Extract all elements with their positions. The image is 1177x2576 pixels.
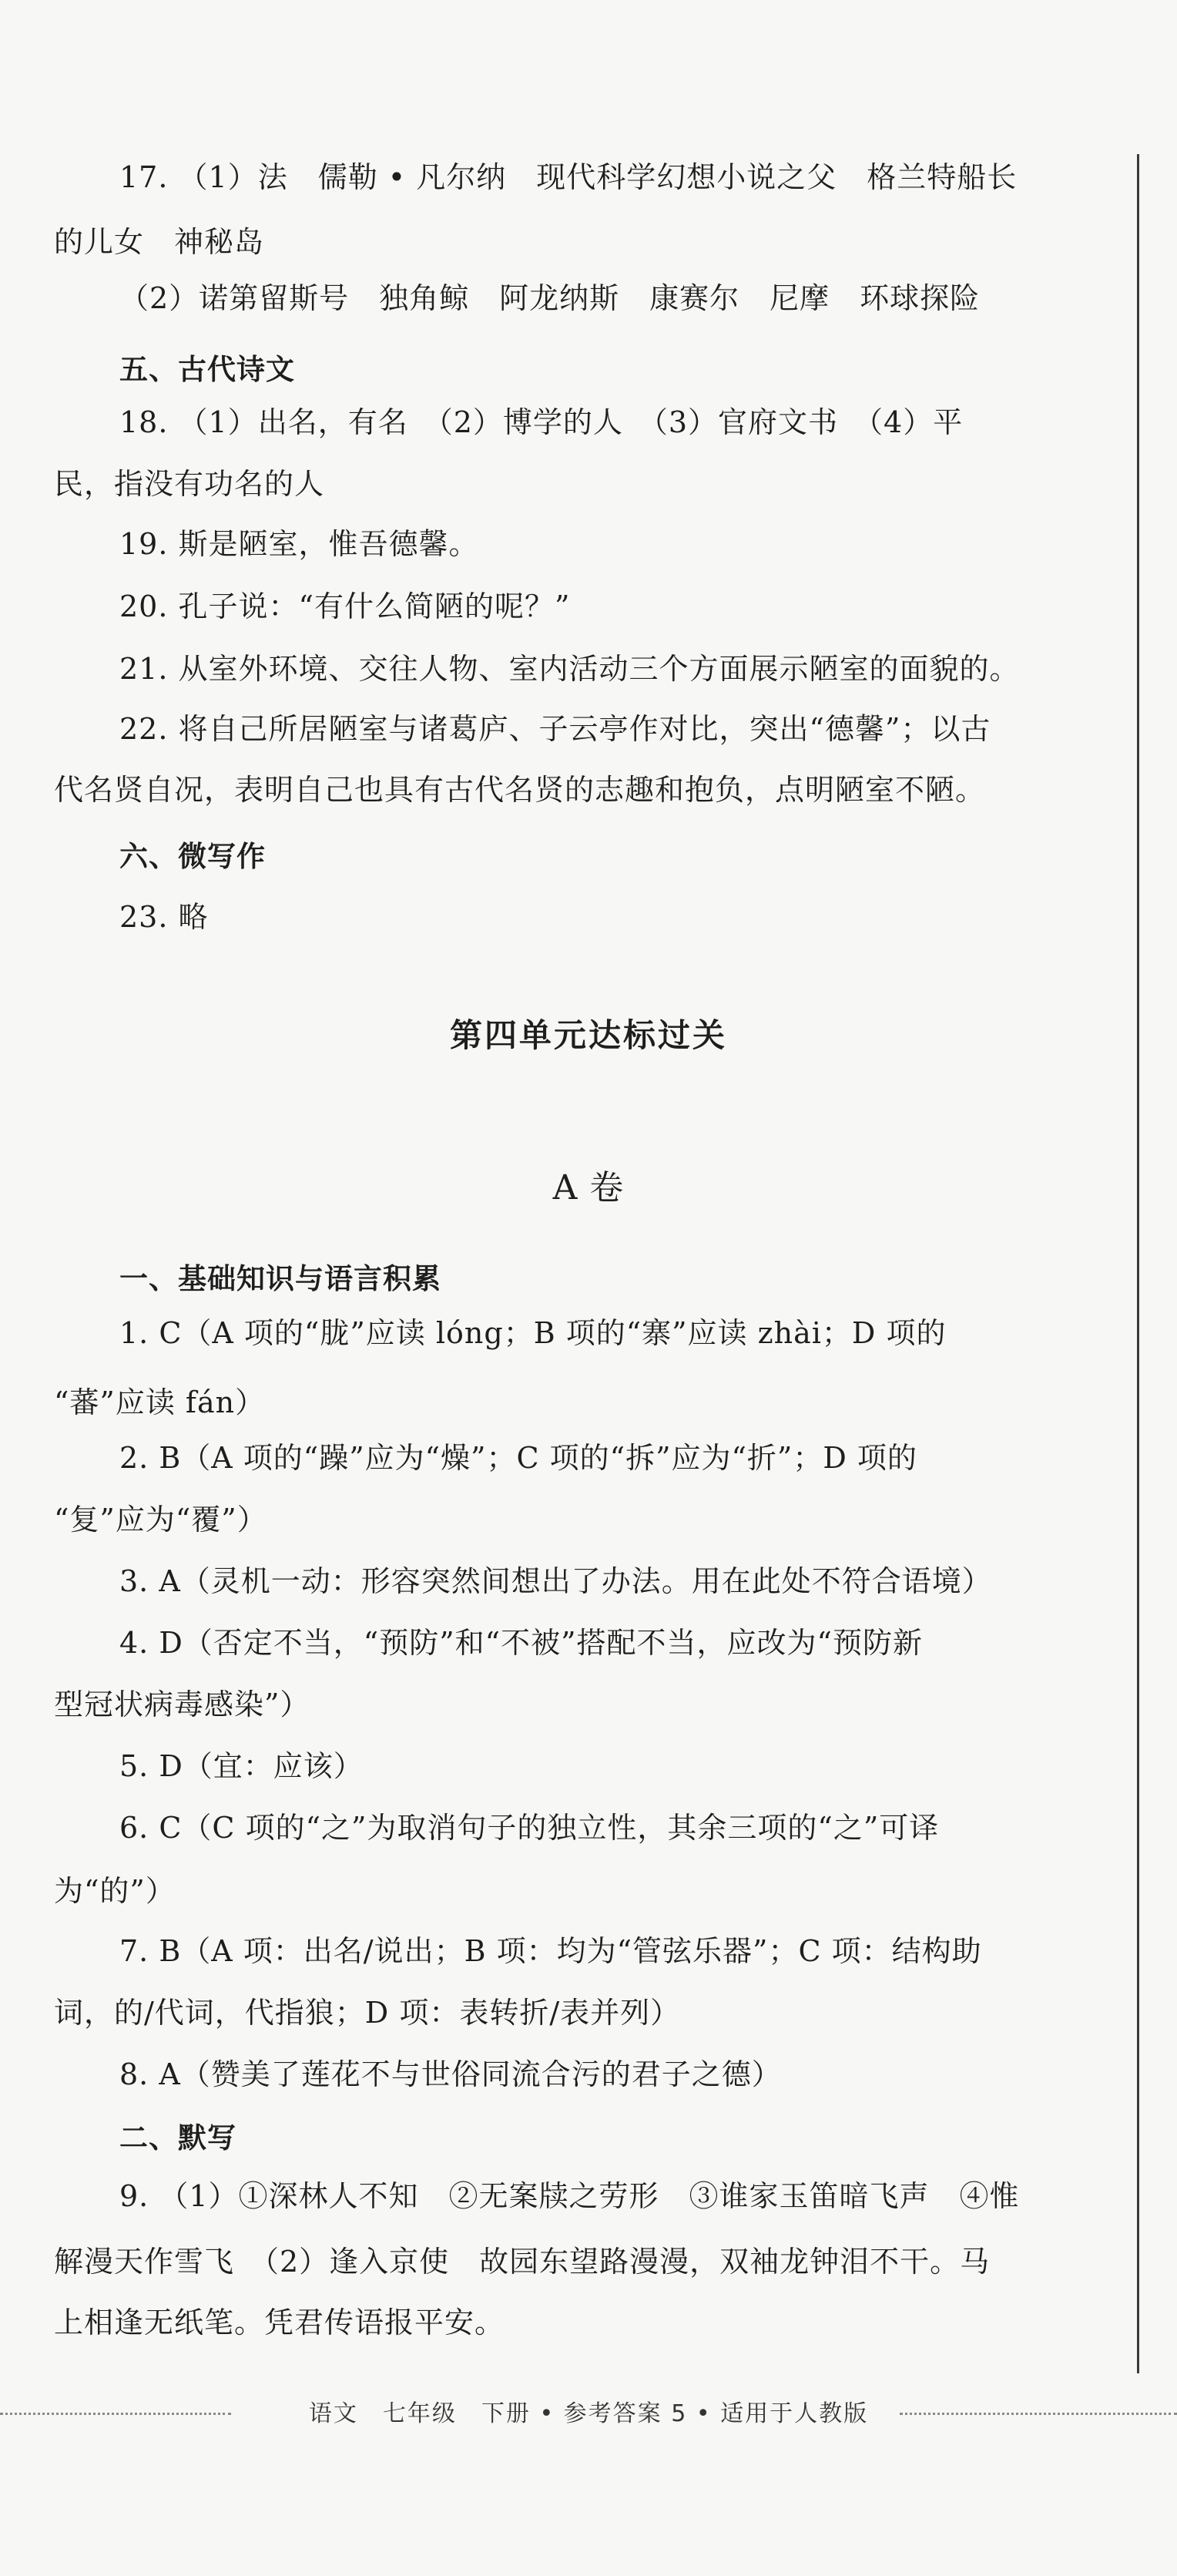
unit-title: 第四单元达标过关 (449, 1016, 727, 1054)
answer-9-line-2: 解漫天作雪飞 （2）逢入京使 故园东望路漫漫，双袖龙钟泪不干。马 (54, 2245, 991, 2279)
answer-17-line-1: 17. （1）法 儒勒 • 凡尔纳 现代科学幻想小说之父 格兰特船长 (119, 160, 1018, 194)
answer-5: 5. D（宜：应该） (119, 1749, 364, 1783)
answer-2-line-2: “复”应为“覆”） (54, 1503, 267, 1537)
answer-18-line-2: 民，指没有功名的人 (54, 467, 325, 501)
section-basic-knowledge-heading: 一、基础知识与语言积累 (119, 1262, 441, 1295)
answer-7-line-1: 7. B（A 项：出名/说出；B 项：均为“管弦乐器”；C 项：结构助 (119, 1934, 982, 1968)
answer-6-line-1: 6. C（C 项的“之”为取消句子的独立性，其余三项的“之”可译 (119, 1811, 940, 1845)
section-ancient-poetry-heading: 五、古代诗文 (119, 353, 295, 386)
answer-2-line-1: 2. B（A 项的“躁”应为“燥”；C 项的“拆”应为“折”；D 项的 (119, 1441, 917, 1475)
answer-1-line-2: “蕃”应读 fán） (54, 1385, 266, 1419)
answer-17-line-2: 的儿女 神秘岛 (54, 225, 265, 259)
paper-title: A 卷 (552, 1168, 625, 1207)
answer-7-line-2: 词，的/代词，代指狼；D 项：表转折/表并列） (54, 1996, 681, 2030)
answer-1-line-1: 1. C（A 项的“胧”应读 lóng；B 项的“寨”应读 zhài；D 项的 (119, 1316, 947, 1350)
answer-8: 8. A（赞美了莲花不与世俗同流合污的君子之德） (119, 2057, 782, 2091)
answer-6-line-2: 为“的”） (54, 1874, 176, 1908)
answer-3: 3. A（灵机一动：形容突然间想出了办法。用在此处不符合语境） (119, 1564, 992, 1598)
answer-17-line-3: （2）诺第留斯号 独角鲸 阿龙纳斯 康赛尔 尼摩 环球探险 (119, 281, 981, 315)
answer-9-line-3: 上相逢无纸笔。凭君传语报平安。 (54, 2306, 505, 2339)
page-footer: 语文 七年级 下册 • 参考答案 5 • 适用于人教版 (308, 2400, 869, 2427)
answer-23: 23. 略 (119, 900, 209, 934)
section-micro-writing-heading: 六、微写作 (119, 840, 266, 873)
answer-21: 21. 从室外环境、交往人物、室内活动三个方面展示陋室的面貌的。 (119, 652, 1020, 686)
answer-9-line-1: 9. （1）①深林人不知 ②无案牍之劳形 ③谁家玉笛暗飞声 ④惟 (119, 2179, 1020, 2213)
answer-19: 19. 斯是陋室，惟吾德馨。 (119, 527, 479, 561)
answer-22-line-2: 代名贤自况，表明自己也具有古代名贤的志趣和抱负，点明陋室不陋。 (54, 773, 986, 807)
answer-4-line-2: 型冠状病毒感染”） (54, 1688, 310, 1721)
section-dictation-heading: 二、默写 (119, 2121, 236, 2155)
answer-4-line-1: 4. D（否定不当，“预防”和“不被”搭配不当，应改为“预防新 (119, 1626, 923, 1660)
right-margin-rule (1137, 154, 1139, 2373)
answer-18-line-1: 18. （1）出名，有名 （2）博学的人 （3）官府文书 （4）平 (119, 405, 964, 439)
answer-22-line-1: 22. 将自己所居陋室与诸葛庐、子云亭作对比，突出“德馨”；以古 (119, 712, 991, 746)
answer-20: 20. 孔子说：“有什么简陋的呢？” (119, 589, 571, 623)
